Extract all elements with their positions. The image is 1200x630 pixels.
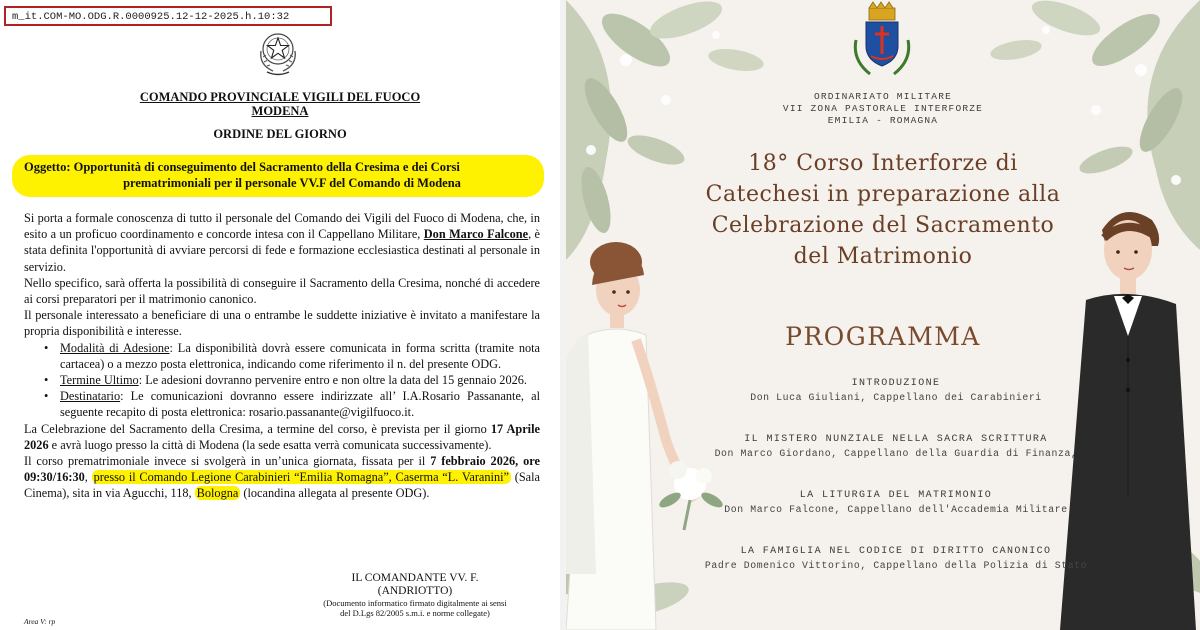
confirmation-date: 17 Aprile 2026	[24, 421, 540, 452]
list-item-label: Destinatario	[60, 389, 121, 404]
office-reference: Area V: rp	[24, 617, 56, 626]
paragraph-text: Il corso prematrimoniale invece si svolgerà in un’unica giornata, fissata per il	[24, 454, 431, 469]
paragraph-text: , è stata definita l'opportunità di avviare percorsi di fede e formazione ecclesiastica destinati al personale in servizio.	[24, 227, 541, 274]
paragraph-text: (Sala Cinema), sita in via Agucchi, 118,	[24, 470, 541, 501]
paragraph-text: ,	[84, 470, 92, 485]
paragraph-text: (locandina allegata al presente ODG).	[240, 486, 430, 501]
ordinariato-line-3: EMILIA - ROMAGNA	[827, 115, 939, 126]
paragraph-intro	[24, 210, 540, 275]
program-item	[646, 377, 1146, 405]
course-venue-highlight: presso il Comando Legione Carabinieri “Emilia Romagna”, Caserma “L. Varanini”	[93, 470, 509, 485]
program-item-title: LA LITURGIA DEL MATRIMONIO	[799, 490, 993, 501]
paragraph-confirmation	[24, 421, 540, 453]
poster-title-line-1: 18° Corso Interforze di	[748, 151, 1018, 176]
program-item	[646, 433, 1146, 461]
poster-title-line-4: del Matrimonio	[793, 244, 973, 269]
digital-signature-note-1: (Documento informatico firmato digitalmente ai sensi	[323, 598, 507, 608]
poster-title	[566, 148, 1200, 272]
org-name: COMANDO PROVINCIALE VIGILI DEL FUOCO	[139, 90, 421, 104]
program-item-speaker: Don Luca Giuliani, Cappellano dei Carabinieri	[750, 392, 1042, 403]
poster-title-line-3: Celebrazione del Sacramento	[711, 213, 1055, 238]
list-item-text: : Le comunicazioni dovranno essere indirizzate all’ I.A.Rosario Passanante, al seguente recapito di posta elettronica: rosario.passanante@vigilfuoco.it.	[60, 389, 540, 420]
program-item-title: IL MISTERO NUNZIALE NELLA SACRA SCRITTURA	[744, 434, 1048, 445]
poster-title-line-2: Catechesi in preparazione alla	[705, 182, 1061, 207]
signature-block	[290, 572, 540, 618]
list-item-text: : La disponibilità dovrà essere comunicata in forma scritta (tramite nota cartacea) o a mezzo posta elettronica, indicando come riferimento il n. del presente ODG.	[60, 340, 541, 371]
list-item-label: Termine Ultimo	[60, 373, 139, 388]
ordinariato-line-1: ORDINARIATO MILITARE	[813, 91, 953, 102]
instructions-list	[44, 340, 540, 421]
poster-attachment	[566, 0, 1200, 630]
digital-signature-note-2: del D.Lgs 82/2005 s.m.i. e norme collegate)	[340, 608, 490, 618]
course-date: 7 febbraio 2026, ore 09:30/16:30	[24, 454, 540, 485]
program-item-speaker: Don Marco Falcone, Cappellano dell'Accademia Militare	[724, 504, 1068, 515]
org-city: MODENA	[251, 104, 309, 118]
document-body	[24, 210, 540, 502]
program-item	[646, 545, 1146, 573]
paragraph-text: e avrà luogo presso la città di Modena (la sede esatta verrà comunicata successivamente).	[48, 437, 492, 452]
course-city-highlight: Bologna	[196, 486, 239, 501]
program-item-title: INTRODUZIONE	[851, 378, 941, 389]
document-heading: ORDINE DEL GIORNO	[213, 127, 347, 141]
ordinariato-line-2: VII ZONA PASTORALE INTERFORZE	[782, 103, 984, 114]
chaplain-name: Don Marco Falcone	[423, 227, 529, 242]
subject-line-1: Oggetto: Opportunità di conseguimento del Sacramento della Cresima e dei Corsi	[24, 160, 460, 174]
list-item	[44, 372, 540, 388]
paragraph-invitation: Il personale interessato a beneficiare di una o entrambe le suddette iniziative è invitato a manifestare la propria disponibilità e interesse.	[24, 308, 540, 339]
military-ordinariate-crest-icon	[855, 2, 908, 74]
subject-line-2: prematrimoniali per il personale VV.F del Comando di Modena	[123, 176, 461, 190]
italian-republic-emblem-icon	[255, 27, 301, 77]
document-page	[0, 0, 560, 630]
program-item-speaker: Padre Domenico Vittorino, Cappellano della Polizia di Stato	[704, 560, 1088, 571]
paragraph-text: La Celebrazione del Sacramento della Cresima, a termine del corso, è prevista per il giorno	[24, 421, 491, 436]
paragraph-specifics: Nello specifico, sarà offerta la possibilità di conseguire il Sacramento della Cresima, nonché di accedere ai corsi preparatori per il matrimonio canonico.	[24, 275, 540, 307]
protocol-stamp: m_it.COM-MO.ODG.R.0000925.12-12-2025.h.10:32	[4, 6, 332, 26]
signatory-title: IL COMANDANTE VV. F.	[351, 572, 479, 584]
program-item	[646, 489, 1146, 517]
program-item-title: LA FAMIGLIA NEL CODICE DI DIRITTO CANONICO	[740, 546, 1052, 557]
ordinariato-header	[566, 91, 1200, 127]
list-item	[44, 340, 540, 372]
list-item	[44, 388, 540, 420]
signatory-name: (ANDRIOTTO)	[377, 585, 453, 597]
paragraph-text: Si porta a formale conoscenza di tutto il personale del Comando dei Vigili del Fuoco di Modena, che, in esito a un proficuo coordinamento e concorde intesa con il Cappellano Militare,	[24, 211, 540, 242]
list-item-text: : Le adesioni dovranno pervenire entro e non oltre la data del 15 gennaio 2026.	[138, 373, 527, 388]
program-item-speaker: Don Marco Giordano, Cappellano della Guardia di Finanza,	[714, 448, 1078, 459]
issuing-office	[0, 90, 560, 118]
programma-heading: PROGRAMMA	[785, 322, 981, 351]
list-item-label: Modalità di Adesione	[60, 340, 170, 355]
subject-line	[24, 159, 540, 191]
paragraph-course	[24, 453, 540, 502]
